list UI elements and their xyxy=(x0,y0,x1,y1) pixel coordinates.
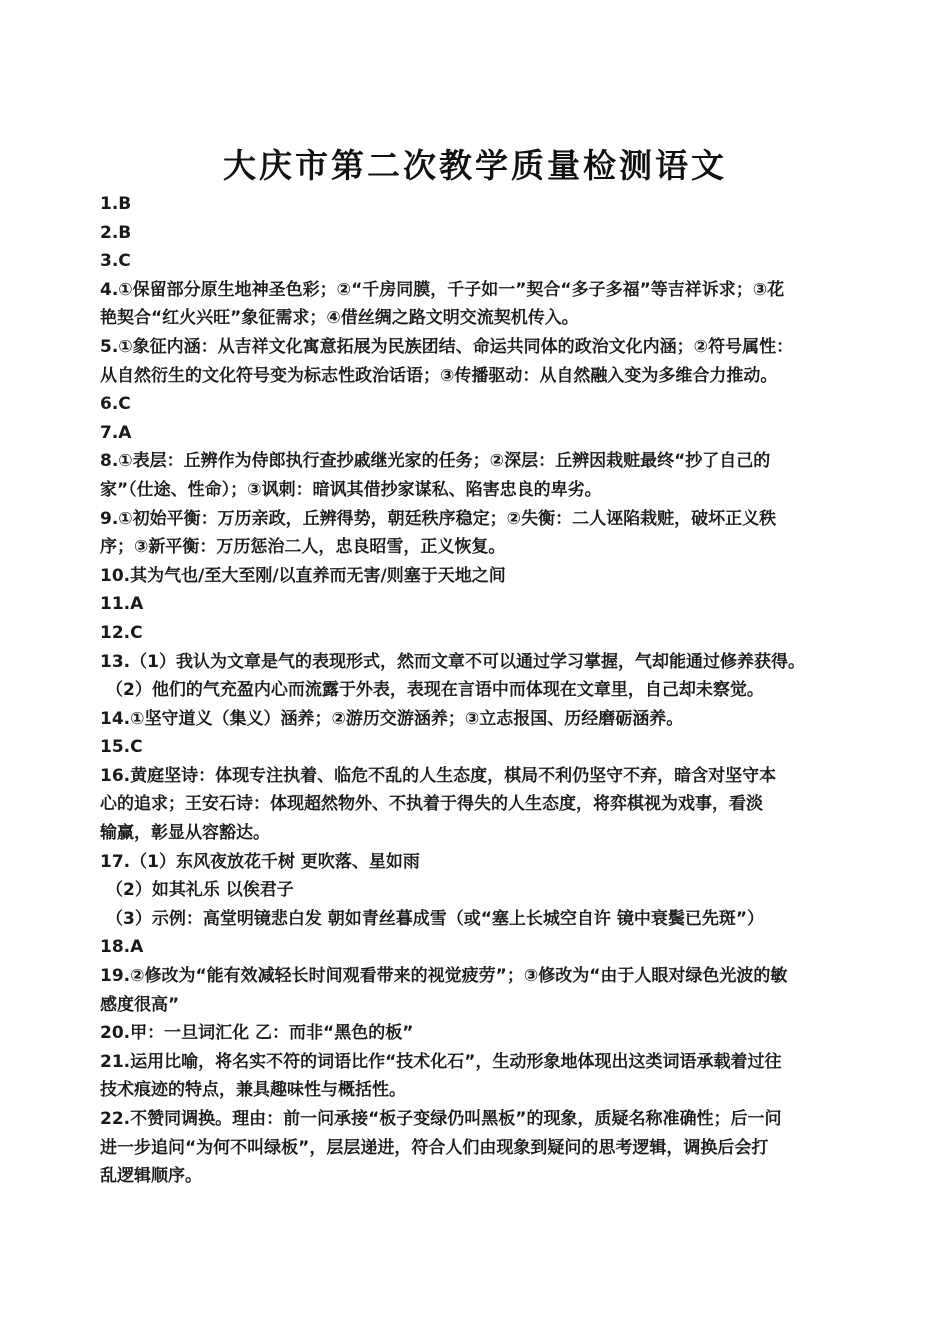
answer-line: 10.其为气也/至大至刚/以直养而无害/则塞于天地之间 xyxy=(100,565,506,586)
answer-line: 11.A xyxy=(100,594,144,615)
answer-line: 家”（仕途、性命）；③讽刺：暗讽其借抄家谋私、陷害忠良的卑劣。 xyxy=(100,479,602,500)
answer-line: 13.（1）我认为文章是气的表现形式，然而文章不可以通过学习掌握，气却能通过修养获得。 xyxy=(100,651,805,672)
answer-line: 技术痕迹的特点，兼具趣味性与概括性。 xyxy=(100,1080,406,1101)
answer-line: 22.不赞同调换。理由：前一问承接“板子变绿仍叫黑板”的现象，质疑名称准确性；后一问 xyxy=(100,1109,782,1129)
answer-line: 心的追求；王安石诗：体现超然物外、不执着于得失的人生态度，将弈棋视为戏事，看淡 xyxy=(100,794,763,815)
answer-line: 2.B xyxy=(100,222,132,243)
answer-line: 8.①表层：丘辨作为侍郎执行查抄戚继光家的任务；②深层：丘辨因栽赃最终“抄了自己的 xyxy=(100,451,771,472)
answer-line: 6.C xyxy=(100,394,131,415)
answer-line: 12.C xyxy=(100,622,143,643)
answer-list xyxy=(100,190,810,1191)
answer-line: （2）他们的气充盈内心而流露于外表，表现在言语中而体现在文章里，自己却未察觉。 xyxy=(106,680,764,701)
answer-line: 14.①坚守道义（集义）涵养；②游历交游涵养；③立志报国、历经磨砺涵养。 xyxy=(100,708,684,729)
answer-line: 18.A xyxy=(100,937,144,958)
answer-line: 16.黄庭坚诗：体现专注执着、临危不乱的人生态度，棋局不利仍坚守不弃，暗含对坚守本 xyxy=(100,765,777,786)
answer-line: 乱逻辑顺序。 xyxy=(100,1166,202,1187)
answer-line: 15.C xyxy=(100,737,143,758)
answer-line: 17.（1）东风夜放花千树 更吹落、星如雨 xyxy=(100,851,420,872)
document-title: 大庆市第二次教学质量检测语文 xyxy=(223,146,727,185)
answer-line: 19.②修改为“能有效减轻长时间观看带来的视觉疲劳”；③修改为“由于人眼对绿色光波的敏 xyxy=(100,966,788,987)
answer-line: 21.运用比喻，将名实不符的词语比作“技术化石”，生动形象地体现出这类词语承载着过往 xyxy=(100,1051,782,1072)
answer-line: 进一步追问“为何不叫绿板”，层层递进，符合人们由现象到疑问的思考逻辑，调换后会打 xyxy=(100,1137,769,1158)
answer-line: 感度很高” xyxy=(100,994,180,1015)
answer-line: （3）示例：高堂明镜悲白发 朝如青丝暮成雪（或“塞上长城空自许 镜中衰鬓已先斑”） xyxy=(106,908,765,929)
answer-line: 7.A xyxy=(100,422,132,443)
answer-line: 9.①初始平衡：万历亲政，丘辨得势，朝廷秩序稳定；②失衡：二人诬陷栽赃，破坏正义秩 xyxy=(100,508,777,529)
answer-line: 艳契合“红火兴旺”象征需求；④借丝绸之路文明交流契机传入。 xyxy=(100,308,579,329)
answer-line: 4.①保留部分原生地神圣色彩；②“千房同膜，千子如一”契合“多子多福”等吉祥诉求；③花 xyxy=(100,279,785,300)
answer-line: 20.甲：一旦词汇化 乙：而非“黑色的板” xyxy=(100,1023,414,1044)
answer-line: 3.C xyxy=(100,251,131,272)
answer-line: 序；③新平衡：万历惩治二人，忠良昭雪，正义恢复。 xyxy=(100,537,506,558)
answer-line: （2）如其礼乐 以俟君子 xyxy=(106,880,294,901)
answer-line: 输赢，彰显从容豁达。 xyxy=(100,823,270,844)
answer-line: 5.①象征内涵：从吉祥文化寓意拓展为民族团结、命运共同体的政治文化内涵；②符号属性： xyxy=(100,336,794,357)
answer-line: 从自然衍生的文化符号变为标志性政治话语；③传播驱动：从自然融入变为多维合力推动。 xyxy=(100,365,778,386)
answer-line: 1.B xyxy=(100,194,132,214)
